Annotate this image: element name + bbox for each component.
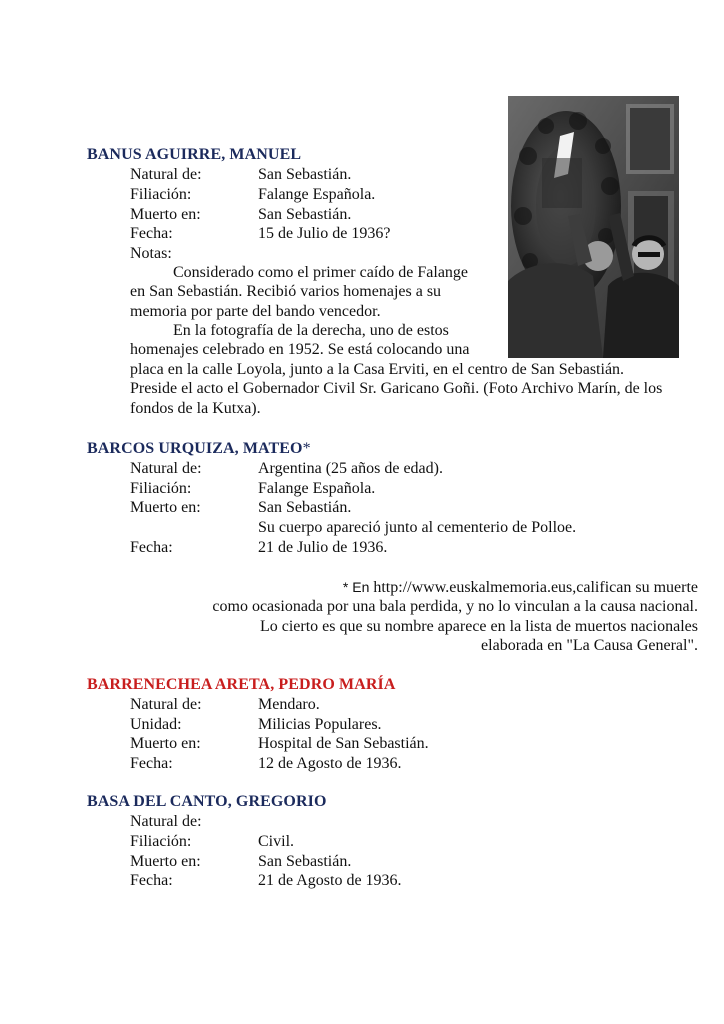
field-label: Filiación: <box>130 833 192 850</box>
field-label: Natural de: <box>130 460 202 477</box>
field-label: Fecha: <box>130 539 173 556</box>
field-label: Muerto en: <box>130 853 201 870</box>
entry-name <box>87 440 311 458</box>
entry-name: BARRENECHEA ARETA, PEDRO MARÍA <box>87 676 396 693</box>
footnote-line <box>343 577 698 598</box>
footnote-line: elaborada en "La Causa General". <box>481 637 698 654</box>
note-line: homenajes celebrado en 1952. Se está colocando una <box>130 341 470 359</box>
field-label: Fecha: <box>130 225 173 242</box>
field-label: Fecha: <box>130 872 173 889</box>
field-value: Hospital de San Sebastián. <box>258 735 429 752</box>
field-value: San Sebastián. <box>258 166 352 183</box>
ceremony-photo <box>508 96 679 358</box>
field-label: Muerto en: <box>130 499 201 516</box>
field-label: Muerto en: <box>130 735 201 752</box>
field-label: Unidad: <box>130 716 182 733</box>
note-line: en San Sebastián. Recibió varios homenajes a su <box>130 283 442 301</box>
field-value: San Sebastián. <box>258 499 352 516</box>
note-line: En la fotografía de la derecha, uno de estos <box>173 322 449 339</box>
footnote-line: Lo cierto es que su nombre aparece en la lista de muertos nacionales <box>259 618 698 635</box>
field-value: Civil. <box>258 833 295 850</box>
footnote-star: * En <box>342 579 370 595</box>
footnote-marker: * <box>302 440 311 457</box>
field-label: Natural de: <box>130 696 202 713</box>
field-value: Argentina (25 años de edad). <box>258 460 443 477</box>
field-value: San Sebastián. <box>258 853 352 870</box>
note-line: Considerado como el primer caído de Falange <box>173 264 469 281</box>
note-line: memoria por parte del bando vencedor. <box>130 302 381 320</box>
field-value: San Sebastián. <box>258 206 352 223</box>
entry-name: BANUS AGUIRRE, MANUEL <box>87 146 302 163</box>
entry-name-text: BARCOS URQUIZA, MATEO <box>87 440 303 457</box>
field-label: Filiación: <box>130 480 192 497</box>
field-label: Muerto en: <box>130 206 201 223</box>
field-value: Falange Española. <box>258 186 376 203</box>
photo-illustration <box>508 96 679 358</box>
footnote-line: como ocasionada por una bala perdida, y no lo vinculan a la causa nacional. <box>212 598 698 615</box>
entry-name: BASA DEL CANTO, GREGORIO <box>87 793 327 810</box>
note-line: Preside el acto el Gobernador Civil Sr. Garicano Goñi. (Foto Archivo Marín, de los <box>130 380 663 398</box>
footnote-url: http://www.euskalmemoria.eus,califican su muerte <box>373 579 698 596</box>
field-label: Notas: <box>130 245 172 262</box>
field-value: 12 de Agosto de 1936. <box>258 755 402 772</box>
field-value: Falange Española. <box>258 480 376 497</box>
note-line: placa en la calle Loyola, junto a la Casa Erviti, en el centro de San Sebastián. <box>130 361 625 378</box>
field-label: Natural de: <box>130 166 202 183</box>
field-value: Milicias Populares. <box>258 716 382 733</box>
note-paragraph <box>130 263 497 321</box>
note-paragraph-wide <box>130 360 698 418</box>
field-label: Natural de: <box>130 813 202 830</box>
note-paragraph <box>130 321 497 360</box>
field-label: Filiación: <box>130 186 192 203</box>
field-value: Mendaro. <box>258 696 320 713</box>
field-value: 15 de Julio de 1936? <box>258 225 391 242</box>
field-value: Su cuerpo apareció junto al cementerio de Polloe. <box>258 519 577 536</box>
field-label: Fecha: <box>130 755 173 772</box>
note-line: fondos de la Kutxa). <box>130 399 261 417</box>
field-value: 21 de Agosto de 1936. <box>258 872 402 889</box>
field-value: 21 de Julio de 1936. <box>258 539 388 556</box>
